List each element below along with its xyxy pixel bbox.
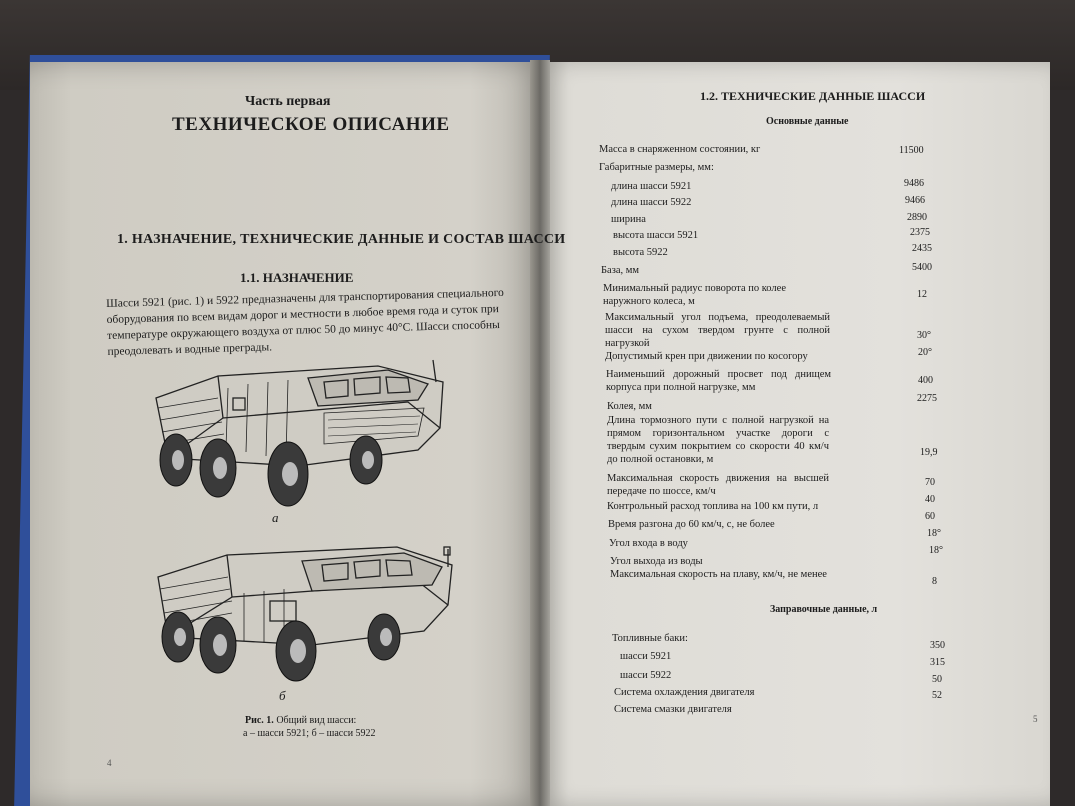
spec-label: Минимальный радиус поворота по колее наружного колеса, м (603, 283, 786, 307)
spec-label: Максимальная скорость на плаву, км/ч, не менее (610, 569, 827, 580)
main-data-heading: Основные данные (766, 116, 849, 127)
spec-label: Максимальная скорость движения на высшей передаче по шоссе, км/ч (607, 473, 829, 497)
truck-5922-illustration (152, 545, 462, 685)
spec-value: 12 (917, 289, 927, 300)
spec-label: длина шасси 5922 (611, 197, 692, 208)
spec-value: 400 (918, 375, 933, 386)
part-heading: Часть первая (245, 94, 331, 109)
spec-label: Наименьший дорожный просвет под днищем корпуса при полной нагрузке, мм (606, 369, 831, 393)
spec-label: Максимальный угол подъема, преодолеваемый шасси на сухом твердом грунте с полной нагрузкой (605, 312, 830, 349)
figure-caption-text: Общий вид шасси: (276, 715, 357, 726)
tech-data-title: 1.2. ТЕХНИЧЕСКИЕ ДАННЫЕ ШАССИ (700, 89, 926, 103)
spec-label: высота 5922 (613, 247, 668, 258)
figure-label-a: а (272, 510, 279, 525)
page-number-right: 5 (1033, 714, 1038, 724)
page-number-left: 4 (107, 758, 112, 768)
spec-value: 18° (929, 545, 943, 556)
fuel-label: шасси 5922 (620, 670, 672, 681)
spec-label: Контрольный расход топлива на 100 км пути, л (607, 501, 819, 512)
spec-value: 70 (925, 477, 935, 488)
spec-value: 18° (927, 528, 941, 539)
spec-label: Длина тормозного пути с полной нагрузкой на прямом горизонтальном участке дороги с твердым сухим покрытием со скорости 40 км/ч до полной остановки, м (607, 415, 829, 465)
spec-value: 2435 (912, 243, 932, 254)
spec-value: 2890 (907, 212, 927, 223)
fuel-value: 50 (932, 674, 942, 685)
fuel-label: Система смазки двигателя (614, 704, 732, 715)
fuel-label: шасси 5921 (620, 651, 672, 662)
section-heading: 1. НАЗНАЧЕНИЕ, ТЕХНИЧЕСКИЕ ДАННЫЕ И СОСТАВ ШАССИ (117, 232, 566, 247)
spec-value: 5400 (912, 262, 932, 273)
fuel-label: Топливные баки: (612, 633, 688, 644)
fuel-value: 315 (930, 657, 945, 668)
purpose-paragraph: Шасси 5921 (рис. 1) и 5922 предназначены для транспортирования специального оборудования по всем видам дорог и местности в любое время года и суток при температуре окружающего воздуха от плюс 50 до минус 40°С. Шасси способны преодолевать и водные преграды. (106, 286, 504, 358)
spec-value: 11500 (899, 145, 924, 156)
spec-label: Угол выхода из воды (610, 556, 703, 567)
figure-caption (245, 715, 356, 726)
spec-value: 2375 (910, 227, 930, 238)
spec-value: 19,9 (920, 447, 938, 458)
fuel-data-heading: Заправочные данные, л (770, 604, 878, 615)
spec-value: 60 (925, 511, 935, 522)
spec-label: длина шасси 5921 (611, 181, 692, 192)
figure-caption-number: Рис. 1. (245, 715, 274, 726)
spec-value: 9486 (904, 178, 924, 189)
spec-value: 20° (918, 347, 932, 358)
book-gutter (530, 60, 550, 806)
spec-value: 30° (917, 330, 931, 341)
fuel-value: 52 (932, 690, 942, 701)
spec-value: 2275 (917, 393, 937, 404)
spec-label: Габаритные размеры, мм: (599, 162, 714, 173)
spec-label: Масса в снаряженном состоянии, кг (599, 144, 761, 155)
spec-label: Допустимый крен при движении по косогору (605, 351, 808, 362)
figure-caption-sub: а – шасси 5921; б – шасси 5922 (243, 728, 376, 739)
spec-value: 9466 (905, 195, 925, 206)
spec-label: Время разгона до 60 км/ч, с, не более (608, 519, 775, 530)
spec-label: Колея, мм (607, 401, 652, 412)
fuel-label: Система охлаждения двигателя (614, 687, 755, 698)
spec-label: Угол входа в воду (609, 538, 688, 549)
truck-5921-illustration (148, 358, 453, 508)
spec-label: высота шасси 5921 (613, 230, 699, 241)
spec-label: ширина (611, 214, 646, 225)
figure-label-b: б (279, 688, 286, 703)
fuel-value: 350 (930, 640, 945, 651)
spec-value: 8 (932, 576, 937, 587)
subsection-heading: 1.1. НАЗНАЧЕНИЕ (240, 270, 354, 285)
spec-value: 40 (925, 494, 935, 505)
spec-label: База, мм (601, 265, 640, 276)
page-title: ТЕХНИЧЕСКОЕ ОПИСАНИЕ (172, 114, 450, 135)
